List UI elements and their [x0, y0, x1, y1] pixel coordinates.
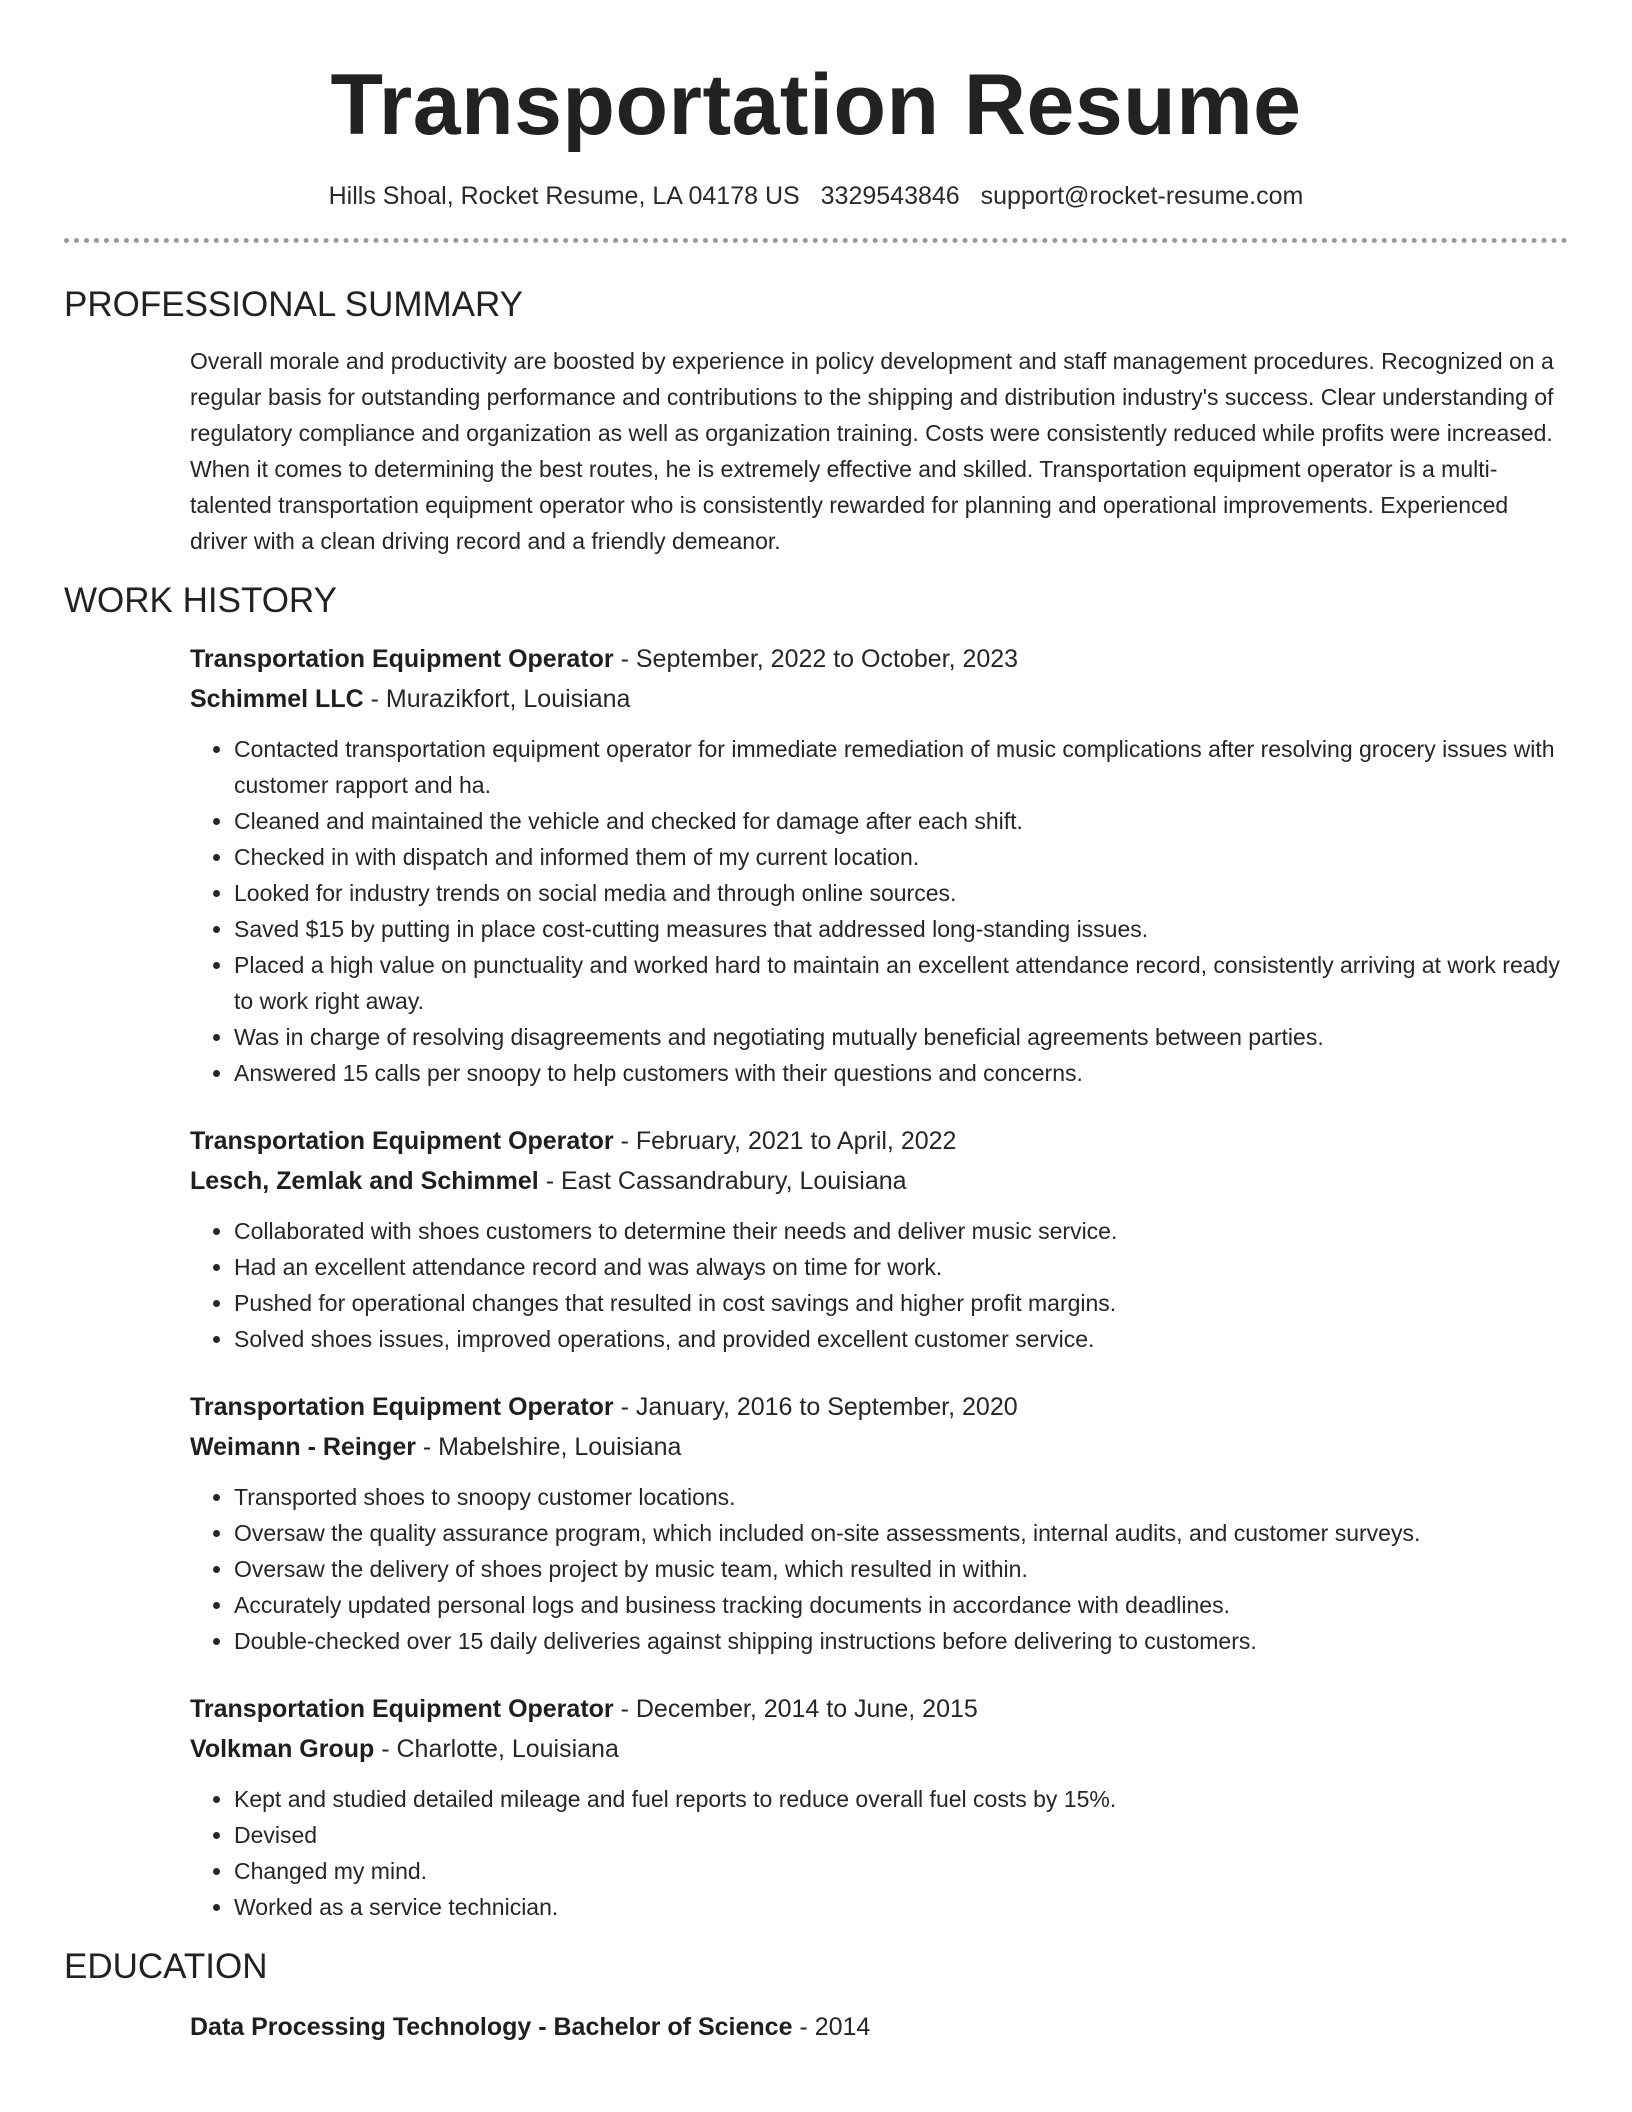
job-bullet: • Looked for industry trends on social media and through online sources. [234, 875, 1568, 911]
job-title-line [190, 1689, 1568, 1729]
job-company-line [190, 679, 1568, 719]
section-heading-work: WORK HISTORY [64, 581, 337, 620]
job-entry [190, 1387, 1568, 1659]
job-entry [190, 1121, 1568, 1357]
contact-line [64, 180, 1568, 212]
education-degree: Data Processing Technology - Bachelor of Science [190, 2013, 793, 2041]
professional-summary-section [64, 283, 1568, 559]
job-company-line [190, 1427, 1568, 1467]
contact-address: Hills Shoal, Rocket Resume, LA 04178 US [328, 182, 800, 210]
job-location: - Charlotte, Louisiana [374, 1735, 619, 1763]
job-bullet: • Double-checked over 15 daily deliveries against shipping instructions before delivering to customers. [234, 1623, 1568, 1659]
job-bullet: • Changed my mind. [234, 1853, 1568, 1889]
job-company-line [190, 1161, 1568, 1201]
job-bullet: • Worked as a service technician. [234, 1889, 1568, 1925]
work-history-body [64, 639, 1568, 1925]
job-bullet: • Kept and studied detailed mileage and fuel reports to reduce overall fuel costs by 15%. [234, 1781, 1568, 1817]
job-bullet: • Saved $15 by putting in place cost-cutting measures that addressed long-standing issues. [234, 911, 1568, 947]
job-bullet: • Answered 15 calls per snoopy to help customers with their questions and concerns. [234, 1055, 1568, 1091]
job-location: - Mabelshire, Louisiana [415, 1433, 682, 1461]
job-title: Transportation Equipment Operator [190, 1127, 614, 1155]
job-bullet: • Devised [234, 1817, 1568, 1853]
job-company: Schimmel LLC [190, 685, 364, 713]
job-entry [190, 1689, 1568, 1925]
job-dates: - September, 2022 to October, 2023 [613, 645, 1019, 673]
job-dates: - February, 2021 to April, 2022 [613, 1127, 957, 1155]
job-bullet: • Cleaned and maintained the vehicle and checked for damage after each shift. [234, 803, 1568, 839]
education-section [64, 1945, 1568, 2047]
job-bullet: • Pushed for operational changes that resulted in cost savings and higher profit margins. [234, 1285, 1568, 1321]
contact-phone: 3329543846 [820, 182, 960, 210]
job-bullet: • Collaborated with shoes customers to determine their needs and deliver music service. [234, 1213, 1568, 1249]
job-title-line [190, 1121, 1568, 1161]
job-company-line [190, 1729, 1568, 1769]
job-company: Lesch, Zemlak and Schimmel [190, 1167, 539, 1195]
job-bullet: • Accurately updated personal logs and business tracking documents in accordance with deadlines. [234, 1587, 1568, 1623]
summary-body [64, 343, 1568, 559]
job-title: Transportation Equipment Operator [190, 645, 614, 673]
job-bullet: • Transported shoes to snoopy customer locations. [234, 1479, 1568, 1515]
job-title: Transportation Equipment Operator [190, 1695, 614, 1723]
job-company: Volkman Group [190, 1735, 375, 1763]
job-bullets [190, 1479, 1568, 1659]
job-bullet: • Oversaw the quality assurance program, which included on-site assessments, internal audits, and customer surveys. [234, 1515, 1568, 1551]
work-history-section [64, 579, 1568, 1925]
section-heading-summary: PROFESSIONAL SUMMARY [64, 285, 523, 324]
job-bullets [190, 731, 1568, 1091]
job-bullet: • Oversaw the delivery of shoes project by music team, which resulted in within. [234, 1551, 1568, 1587]
summary-text: Overall morale and productivity are boosted by experience in policy development and staff management procedures. Recognized on a regular basis for outstanding performance and contributions to the shipping and distribution industry's success. Clear understanding of regulatory compliance and organization as well as organization training. Costs were consistently reduced while profits were increased. When it comes to determining the best routes, he is extremely effective and skilled. Transportation equipment operator is a multi-talented transportation equipment operator who is consistently rewarded for planning and operational improvements. Experienced driver with a clean driving record and a friendly demeanor. [190, 348, 1554, 554]
education-year: - 2014 [792, 2013, 871, 2041]
job-company: Weimann - Reinger [190, 1433, 416, 1461]
job-bullets [190, 1781, 1568, 1925]
education-entry [190, 2007, 1568, 2047]
contact-email: support@rocket-resume.com [980, 182, 1304, 210]
header-divider [64, 238, 1568, 243]
job-dates: - January, 2016 to September, 2020 [613, 1393, 1018, 1421]
section-heading-education: EDUCATION [64, 1947, 268, 1986]
job-bullet: • Was in charge of resolving disagreements and negotiating mutually beneficial agreements between parties. [234, 1019, 1568, 1055]
job-location: - Murazikfort, Louisiana [363, 685, 631, 713]
job-bullets [190, 1213, 1568, 1357]
job-bullet: • Had an excellent attendance record and was always on time for work. [234, 1249, 1568, 1285]
job-bullet: • Solved shoes issues, improved operations, and provided excellent customer service. [234, 1321, 1568, 1357]
job-location: - East Cassandrabury, Louisiana [538, 1167, 907, 1195]
job-title-line [190, 1387, 1568, 1427]
job-bullet: • Contacted transportation equipment operator for immediate remediation of music complications after resolving grocery issues with customer rapport and ha. [234, 731, 1568, 803]
education-body [64, 2007, 1568, 2047]
job-entry [190, 639, 1568, 1091]
job-bullet: • Checked in with dispatch and informed them of my current location. [234, 839, 1568, 875]
job-dates: - December, 2014 to June, 2015 [613, 1695, 978, 1723]
resume-title: Transportation Resume [330, 57, 1302, 153]
job-bullet: • Placed a high value on punctuality and worked hard to maintain an excellent attendance record, consistently arriving at work ready to work right away. [234, 947, 1568, 1019]
job-title: Transportation Equipment Operator [190, 1393, 614, 1421]
job-title-line [190, 639, 1568, 679]
